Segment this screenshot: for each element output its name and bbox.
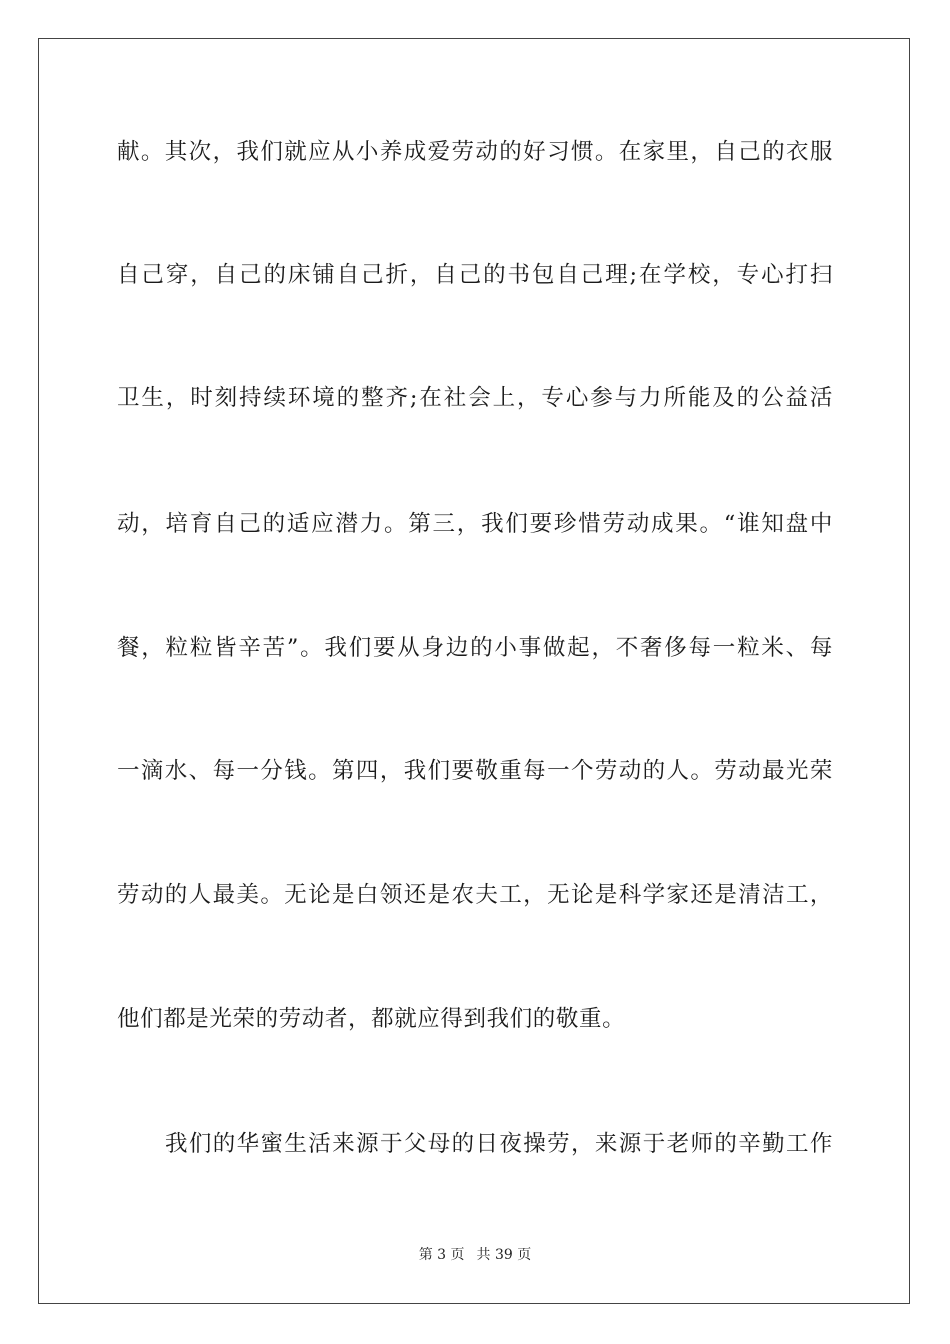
page-border (38, 38, 910, 1304)
page-footer (0, 1245, 950, 1265)
total-pages: 共 39 页 (476, 1247, 532, 1263)
body-line-2: 自己穿，自己的床铺自己折，自己的书包自己理;在学校，专心打扫 (117, 262, 833, 288)
body-line-3: 卫生，时刻持续环境的整齐;在社会上，专心参与力所能及的公益活 (117, 385, 833, 411)
body-line-6: 一滴水、每一分钱。第四，我们要敬重每一个劳动的人。劳动最光荣 (117, 758, 833, 784)
body-line-4: 动，培育自己的适应潜力。第三，我们要珍惜劳动成果。“谁知盘中 (117, 511, 833, 537)
page-number: 第 3 页 (418, 1247, 465, 1263)
body-line-7: 劳动的人最美。无论是白领还是农夫工，无论是科学家还是清洁工， (117, 882, 833, 908)
body-line-5: 餐，粒粒皆辛苦”。我们要从身边的小事做起，不奢侈每一粒米、每 (117, 635, 833, 661)
body-line-1: 献。其次，我们就应从小养成爱劳动的好习惯。在家里，自己的衣服 (117, 139, 833, 165)
body-line-8: 他们都是光荣的劳动者，都就应得到我们的敬重。 (117, 1006, 626, 1032)
paragraph-start-line: 我们的华蜜生活来源于父母的日夜操劳，来源于老师的辛勤工作 (165, 1131, 833, 1157)
